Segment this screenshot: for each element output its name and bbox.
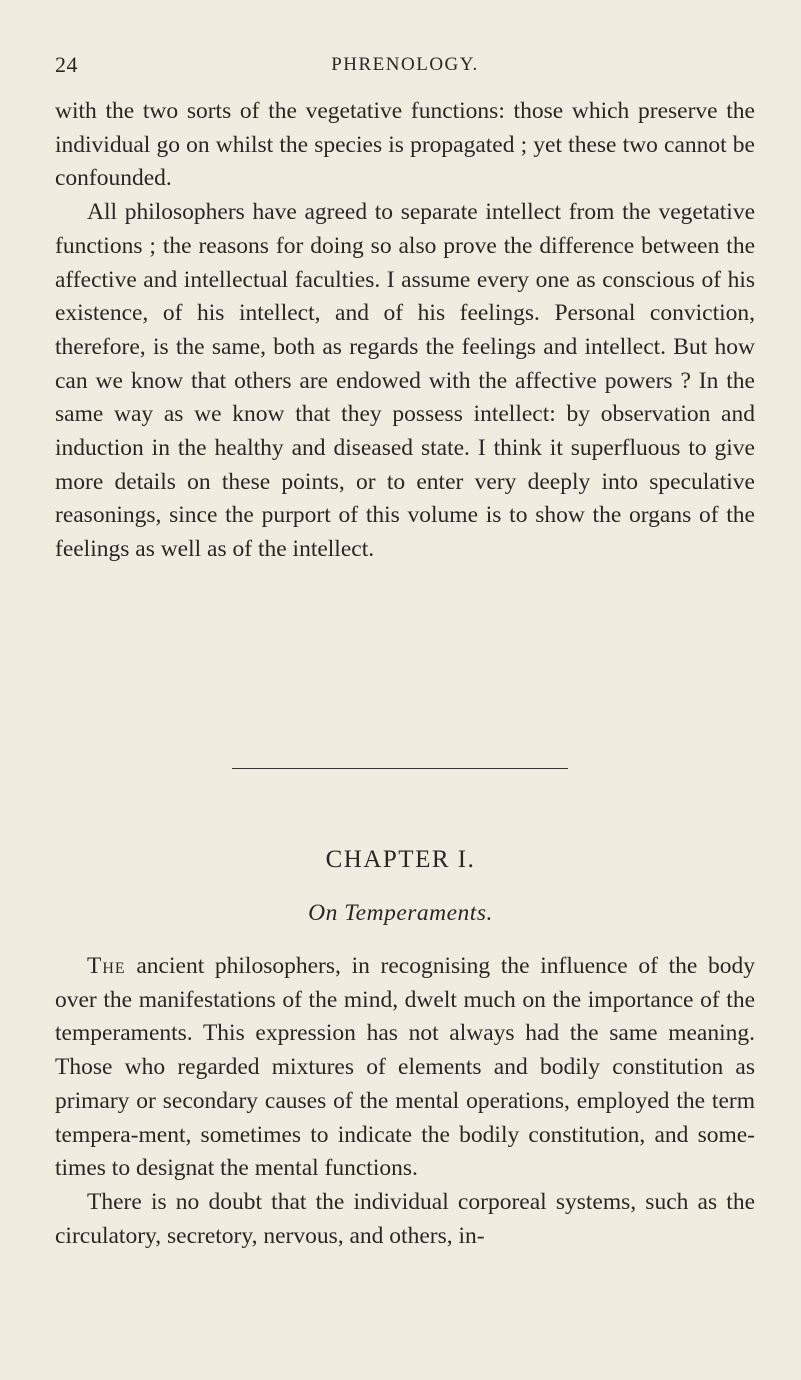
chapter-paragraph-1 [55,950,755,1186]
lead-word: The [87,953,126,979]
chapter-text-block [55,950,755,1253]
intro-paragraph-1: with the two sorts of the vegetative functions: those which preserve the individual go on whilst the species is propagated ; yet these two cannot be confounded. [55,98,755,192]
running-title: PHRENOLOGY. [331,54,479,75]
intro-paragraph-2: All philosophers have agreed to separate intellect from the vegetative functions ; the reasons for doing so also prove the difference between the affective and intellectual faculties. I assume every one as conscious of his existence, of his intellect, and of his feelings. Personal conviction, therefore, is the same, both as regards the feelings and intellect. But how can we know that others are endowed with the affective powers ? In the same way as we know that they possess intellect: by observation and induction in the healthy and diseased state. I think it superfluous to give more details on these points, or to enter very deeply into speculative reasonings, since the purport of this volume is to show the organs of the feelings as well as of the intellect. [55,199,755,563]
running-head [55,52,755,82]
section-divider [232,768,568,769]
chapter-paragraph-2: There is no doubt that the individual corporeal systems, such as the circulatory, secretory, nervous, and others, in- [55,1188,755,1249]
chapter-subtitle: On Temperaments. [308,900,493,926]
chapter-paragraph-1-text: ancient philosophers, in recognising the influence of the body over the manifestations of the mind, dwelt much on the importance of the temperaments. This expression has not always had the same meaning. Those who regarded mixtures of elements and bodily constitution as primary or secondary causes of the mental operations, employed the term tempera-ment, sometimes to indicate the bodily constitution, and some-times to designat the mental functions. [55,953,755,1182]
page-number: 24 [55,52,78,77]
chapter-heading: CHAPTER I. [325,846,476,873]
intro-text-block [55,95,755,567]
